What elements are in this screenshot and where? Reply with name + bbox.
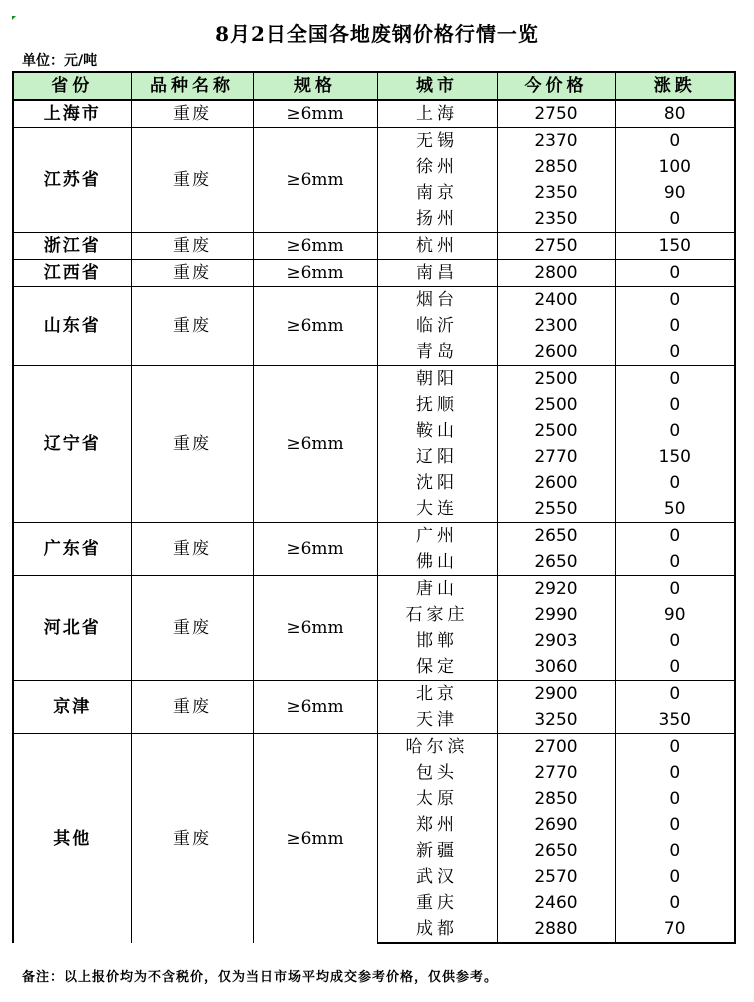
price-cell: 2650 xyxy=(497,838,615,864)
table-row xyxy=(13,576,735,603)
change-cell: 0 xyxy=(615,549,735,576)
price-cell: 2690 xyxy=(497,812,615,838)
spec-cell: ≥6mm xyxy=(253,576,377,681)
change-cell: 0 xyxy=(615,287,735,314)
price-cell: 2850 xyxy=(497,154,615,180)
city-cell: 烟台 xyxy=(377,287,497,314)
price-cell: 2880 xyxy=(497,916,615,943)
kind-cell: 重废 xyxy=(131,576,253,681)
city-cell: 北京 xyxy=(377,681,497,708)
city-cell: 太原 xyxy=(377,786,497,812)
kind-cell: 重废 xyxy=(131,523,253,576)
kind-cell: 重废 xyxy=(131,260,253,287)
city-cell: 扬州 xyxy=(377,206,497,233)
city-cell: 杭州 xyxy=(377,233,497,260)
price-cell: 2700 xyxy=(497,734,615,761)
spec-cell: ≥6mm xyxy=(253,523,377,576)
change-cell: 0 xyxy=(615,864,735,890)
city-cell: 成都 xyxy=(377,916,497,943)
price-cell: 2500 xyxy=(497,392,615,418)
price-cell: 3060 xyxy=(497,654,615,681)
price-cell: 2550 xyxy=(497,496,615,523)
price-cell: 2600 xyxy=(497,470,615,496)
header-spec: 规格 xyxy=(253,72,377,100)
price-cell: 2500 xyxy=(497,418,615,444)
province-cell: 其他 xyxy=(13,734,131,944)
change-cell: 150 xyxy=(615,233,735,260)
change-cell: 0 xyxy=(615,654,735,681)
city-cell: 新疆 xyxy=(377,838,497,864)
price-cell: 2300 xyxy=(497,313,615,339)
city-cell: 沈阳 xyxy=(377,470,497,496)
table-row xyxy=(13,233,735,260)
price-cell: 2350 xyxy=(497,180,615,206)
change-cell: 0 xyxy=(615,128,735,155)
change-cell: 0 xyxy=(615,260,735,287)
city-cell: 重庆 xyxy=(377,890,497,916)
city-cell: 南昌 xyxy=(377,260,497,287)
city-cell: 上海 xyxy=(377,100,497,128)
table-row xyxy=(13,260,735,287)
city-cell: 天津 xyxy=(377,707,497,734)
change-cell: 0 xyxy=(615,418,735,444)
change-cell: 0 xyxy=(615,523,735,550)
change-cell: 0 xyxy=(615,470,735,496)
price-cell: 2800 xyxy=(497,260,615,287)
province-cell: 辽宁省 xyxy=(13,366,131,523)
city-cell: 鞍山 xyxy=(377,418,497,444)
change-cell: 0 xyxy=(615,838,735,864)
change-cell: 0 xyxy=(615,628,735,654)
change-cell: 80 xyxy=(615,100,735,128)
province-cell: 广东省 xyxy=(13,523,131,576)
table-row xyxy=(13,366,735,393)
header-change: 涨跌 xyxy=(615,72,735,100)
change-cell: 0 xyxy=(615,576,735,603)
table-row xyxy=(13,128,735,155)
change-cell: 100 xyxy=(615,154,735,180)
province-cell: 江西省 xyxy=(13,260,131,287)
price-cell: 2750 xyxy=(497,100,615,128)
change-cell: 0 xyxy=(615,206,735,233)
city-cell: 广州 xyxy=(377,523,497,550)
change-cell: 0 xyxy=(615,681,735,708)
table-row xyxy=(13,287,735,314)
spec-cell: ≥6mm xyxy=(253,233,377,260)
change-cell: 0 xyxy=(615,760,735,786)
city-cell: 辽阳 xyxy=(377,444,497,470)
header-kind: 品种名称 xyxy=(131,72,253,100)
city-cell: 唐山 xyxy=(377,576,497,603)
change-cell: 0 xyxy=(615,890,735,916)
city-cell: 武汉 xyxy=(377,864,497,890)
kind-cell: 重废 xyxy=(131,100,253,128)
city-cell: 临沂 xyxy=(377,313,497,339)
price-cell: 2770 xyxy=(497,760,615,786)
kind-cell: 重废 xyxy=(131,233,253,260)
kind-cell: 重废 xyxy=(131,366,253,523)
city-cell: 南京 xyxy=(377,180,497,206)
spec-cell: ≥6mm xyxy=(253,128,377,233)
header-price: 今价格 xyxy=(497,72,615,100)
city-cell: 无锡 xyxy=(377,128,497,155)
price-cell: 2650 xyxy=(497,523,615,550)
city-cell: 保定 xyxy=(377,654,497,681)
spec-cell: ≥6mm xyxy=(253,100,377,128)
price-cell: 2900 xyxy=(497,681,615,708)
kind-cell: 重废 xyxy=(131,128,253,233)
kind-cell: 重废 xyxy=(131,681,253,734)
city-cell: 包头 xyxy=(377,760,497,786)
province-cell: 浙江省 xyxy=(13,233,131,260)
price-cell: 2460 xyxy=(497,890,615,916)
kind-cell: 重废 xyxy=(131,287,253,366)
province-cell: 江苏省 xyxy=(13,128,131,233)
price-cell: 2350 xyxy=(497,206,615,233)
spec-cell: ≥6mm xyxy=(253,734,377,944)
city-cell: 郑州 xyxy=(377,812,497,838)
city-cell: 大连 xyxy=(377,496,497,523)
header-province: 省份 xyxy=(13,72,131,100)
price-cell: 2570 xyxy=(497,864,615,890)
unit-label: 单位：元/吨 xyxy=(22,53,98,69)
city-cell: 石家庄 xyxy=(377,602,497,628)
price-cell: 2850 xyxy=(497,786,615,812)
change-cell: 90 xyxy=(615,602,735,628)
table-row xyxy=(13,523,735,550)
price-cell: 2650 xyxy=(497,549,615,576)
city-cell: 哈尔滨 xyxy=(377,734,497,761)
table-row xyxy=(13,734,735,761)
change-cell: 0 xyxy=(615,392,735,418)
city-cell: 邯郸 xyxy=(377,628,497,654)
price-cell: 2920 xyxy=(497,576,615,603)
header-city: 城市 xyxy=(377,72,497,100)
footnote: 备注：以上报价均为不含税价，仅为当日市场平均成交参考价格，仅供参考。 xyxy=(22,970,499,985)
table-row xyxy=(13,100,735,128)
spec-cell: ≥6mm xyxy=(253,260,377,287)
price-cell: 2600 xyxy=(497,339,615,366)
change-cell: 350 xyxy=(615,707,735,734)
city-cell: 抚顺 xyxy=(377,392,497,418)
change-cell: 0 xyxy=(615,366,735,393)
table-body xyxy=(13,100,735,943)
change-cell: 0 xyxy=(615,734,735,761)
province-cell: 河北省 xyxy=(13,576,131,681)
change-cell: 0 xyxy=(615,812,735,838)
province-cell: 上海市 xyxy=(13,100,131,128)
page-title: 8月2日全国各地废钢价格行情一览 xyxy=(215,22,539,46)
change-cell: 0 xyxy=(615,339,735,366)
spec-cell: ≥6mm xyxy=(253,366,377,523)
price-cell: 2750 xyxy=(497,233,615,260)
change-cell: 0 xyxy=(615,313,735,339)
city-cell: 青岛 xyxy=(377,339,497,366)
price-cell: 2400 xyxy=(497,287,615,314)
price-table xyxy=(12,71,736,944)
city-cell: 佛山 xyxy=(377,549,497,576)
change-cell: 70 xyxy=(615,916,735,943)
spec-cell: ≥6mm xyxy=(253,287,377,366)
table-row xyxy=(13,681,735,708)
change-cell: 150 xyxy=(615,444,735,470)
city-cell: 徐州 xyxy=(377,154,497,180)
price-cell: 2903 xyxy=(497,628,615,654)
header-row xyxy=(13,72,735,100)
price-cell: 2770 xyxy=(497,444,615,470)
province-cell: 京津 xyxy=(13,681,131,734)
kind-cell: 重废 xyxy=(131,734,253,944)
price-cell: 2990 xyxy=(497,602,615,628)
province-cell: 山东省 xyxy=(13,287,131,366)
price-cell: 2500 xyxy=(497,366,615,393)
city-cell: 朝阳 xyxy=(377,366,497,393)
price-cell: 3250 xyxy=(497,707,615,734)
price-cell: 2370 xyxy=(497,128,615,155)
change-cell: 0 xyxy=(615,786,735,812)
change-cell: 50 xyxy=(615,496,735,523)
change-cell: 90 xyxy=(615,180,735,206)
spec-cell: ≥6mm xyxy=(253,681,377,734)
